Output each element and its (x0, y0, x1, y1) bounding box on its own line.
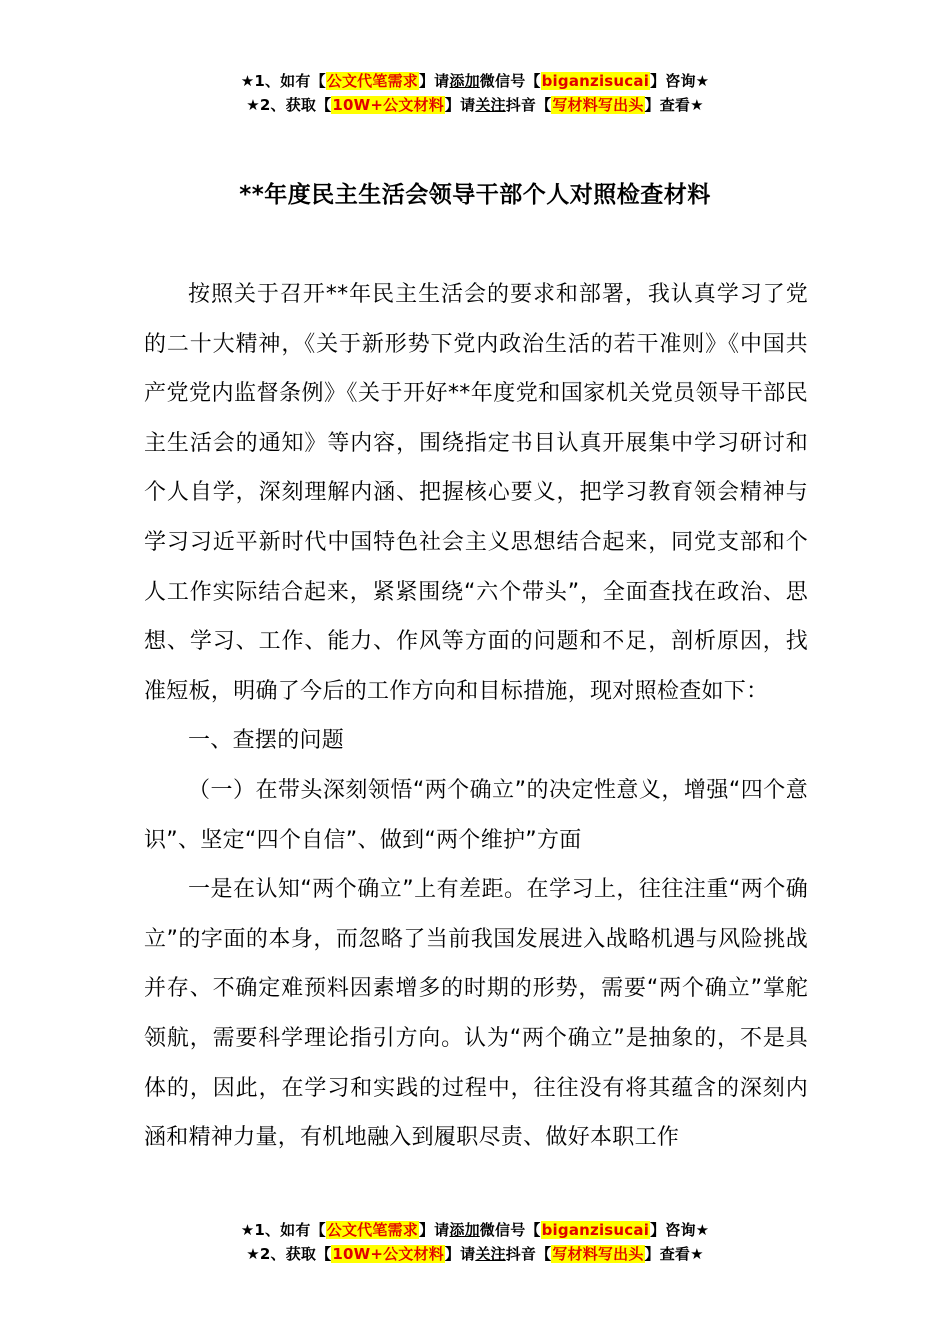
promo-text: ★1、如有【 (240, 1221, 326, 1239)
promo-text: 】请 (444, 1245, 476, 1263)
promo-text: 】请 (418, 1221, 450, 1239)
promo-text: 抖音【 (505, 96, 552, 114)
promo-text: 】查看★ (644, 96, 704, 114)
promo-text: 微信号【 (479, 72, 541, 90)
intro-paragraph: 按照关于召开**年民主生活会的要求和部署，我认真学习了党的二十大精神，《关于新形势下党内政治生活的若干准则》《中国共产党党内监督条例》《关于开好**年度党和国家机关党员领导干部民主生活会的通知》等内容，围绕指定书目认真开展集中学习研讨和个人自学，深刻理解内涵、把握核心要义，把学习教育领会精神与学习习近平新时代中国特色社会主义思想结合起来，同党支部和个人工作实际结合起来，紧紧围绕“六个带头”，全面查找在政治、思想、学习、工作、能力、作风等方面的问题和不足，剖析原因，找准短板，明确了今后的工作方向和目标措施，现对照检查如下： (144, 282, 808, 704)
promo-text: ★2、获取【 (246, 96, 332, 114)
subsection-heading: （一）在带头深刻领悟“两个确立”的决定性意义，增强“四个意识”、坚定“四个自信”、做到“两个维护”方面 (144, 777, 808, 853)
promo-douyin-id: 写材料写出头 (552, 1245, 644, 1263)
promo-line-1 (0, 1218, 950, 1242)
promo-highlight: 10W+公文材料 (332, 96, 444, 114)
promo-wechat-id: biganzisucai (541, 72, 650, 90)
promo-line-1 (0, 69, 950, 93)
promo-underlined: 添加 (449, 1221, 480, 1239)
promo-line-2 (0, 93, 950, 117)
promo-underlined: 添加 (449, 72, 480, 90)
promo-text: 】咨询★ (650, 72, 710, 90)
promo-highlight: 公文代笔需求 (326, 72, 418, 90)
promo-underlined: 关注 (475, 1245, 506, 1263)
promo-wechat-id: biganzisucai (541, 1221, 650, 1239)
promo-text: 微信号【 (479, 1221, 541, 1239)
promo-highlight: 公文代笔需求 (326, 1221, 418, 1239)
promo-text: ★1、如有【 (240, 72, 326, 90)
document-title: **年度民主生活会领导干部个人对照检查材料 (239, 182, 711, 208)
body-paragraph: 一是在认知“两个确立”上有差距。在学习上，往往注重“两个确立”的字面的本身，而忽略了当前我国发展进入战略机遇与风险挑战并存、不确定难预料因素增多的时期的形势，需要“两个确立”掌舵领航，需要科学理论指引方向。认为“两个确立”是抽象的，不是具体的，因此，在学习和实践的过程中，往往没有将其蕴含的深刻内涵和精神力量，有机地融入到履职尽责、做好本职工作 (144, 877, 808, 1151)
promo-underlined: 关注 (475, 96, 506, 114)
promo-text: 】查看★ (644, 1245, 704, 1263)
document-body (144, 270, 808, 1163)
footer-promo-banner (0, 1218, 950, 1266)
header-promo-banner (0, 69, 950, 117)
promo-text: ★2、获取【 (246, 1245, 332, 1263)
promo-text: 】请 (444, 96, 476, 114)
promo-text: 抖音【 (505, 1245, 552, 1263)
section-heading: 一、查摆的问题 (188, 728, 345, 754)
promo-text: 】请 (418, 72, 450, 90)
promo-douyin-id: 写材料写出头 (552, 96, 644, 114)
promo-text: 】咨询★ (650, 1221, 710, 1239)
promo-highlight: 10W+公文材料 (332, 1245, 444, 1263)
promo-line-2 (0, 1242, 950, 1266)
